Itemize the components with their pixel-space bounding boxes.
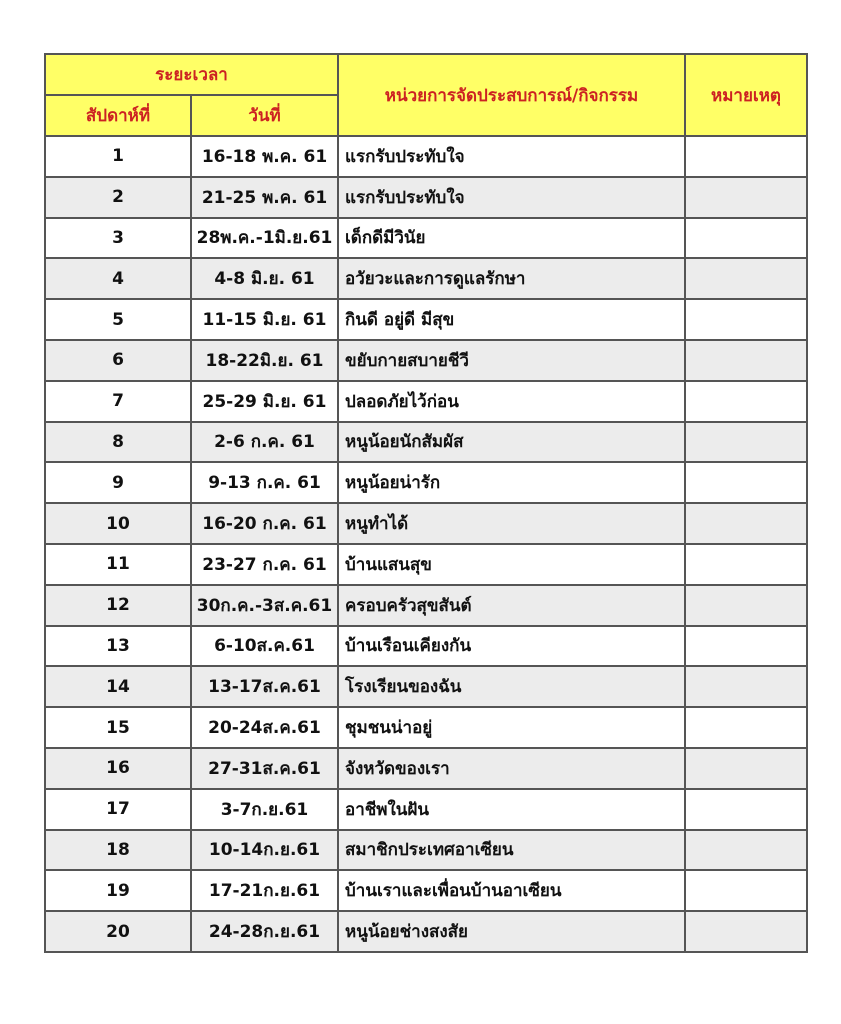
activity-cell: อาชีพในฝัน [338, 789, 685, 830]
week-cell: 3 [45, 218, 191, 259]
activity-cell: แรกรับประทับใจ [338, 177, 685, 218]
table-row [45, 911, 807, 952]
table-row [45, 585, 807, 626]
note-cell [685, 870, 807, 911]
table-row [45, 136, 807, 177]
week-cell: 13 [45, 626, 191, 667]
week-cell: 12 [45, 585, 191, 626]
activity-cell: หนูน้อยช่างสงสัย [338, 911, 685, 952]
table-row [45, 422, 807, 463]
date-cell: 13-17ส.ค.61 [191, 666, 338, 707]
week-cell: 11 [45, 544, 191, 585]
activity-cell: หนูทำได้ [338, 503, 685, 544]
table-row [45, 177, 807, 218]
note-cell [685, 544, 807, 585]
table-row [45, 707, 807, 748]
table-row [45, 544, 807, 585]
note-cell [685, 789, 807, 830]
header-note: หมายเหตุ [685, 54, 807, 136]
date-cell: 21-25 พ.ค. 61 [191, 177, 338, 218]
date-cell: 27-31ส.ค.61 [191, 748, 338, 789]
table-row [45, 299, 807, 340]
activity-cell: โรงเรียนของฉัน [338, 666, 685, 707]
note-cell [685, 218, 807, 259]
note-cell [685, 299, 807, 340]
activity-cell: ขยับกายสบายชีวี [338, 340, 685, 381]
activity-cell: ชุมชนน่าอยู่ [338, 707, 685, 748]
date-cell: 16-20 ก.ค. 61 [191, 503, 338, 544]
activity-cell: จังหวัดของเรา [338, 748, 685, 789]
activity-cell: แรกรับประทับใจ [338, 136, 685, 177]
week-cell: 7 [45, 381, 191, 422]
activity-cell: บ้านเราและเพื่อนบ้านอาเซียน [338, 870, 685, 911]
schedule-table [44, 53, 808, 953]
date-cell: 11-15 มิ.ย. 61 [191, 299, 338, 340]
date-cell: 23-27 ก.ค. 61 [191, 544, 338, 585]
week-cell: 18 [45, 830, 191, 871]
note-cell [685, 258, 807, 299]
table-row [45, 666, 807, 707]
activity-cell: หนูน้อยนักสัมผัส [338, 422, 685, 463]
week-cell: 10 [45, 503, 191, 544]
date-cell: 28พ.ค.-1มิ.ย.61 [191, 218, 338, 259]
note-cell [685, 422, 807, 463]
table-body [45, 136, 807, 952]
date-cell: 24-28ก.ย.61 [191, 911, 338, 952]
note-cell [685, 136, 807, 177]
table-row [45, 218, 807, 259]
date-cell: 2-6 ก.ค. 61 [191, 422, 338, 463]
week-cell: 6 [45, 340, 191, 381]
note-cell [685, 748, 807, 789]
activity-cell: ครอบครัวสุขสันต์ [338, 585, 685, 626]
header-period: ระยะเวลา [45, 54, 338, 95]
table-row [45, 340, 807, 381]
header-week: สัปดาห์ที่ [45, 95, 191, 136]
table-row [45, 830, 807, 871]
note-cell [685, 381, 807, 422]
note-cell [685, 626, 807, 667]
table-header [45, 54, 807, 136]
table-row [45, 870, 807, 911]
date-cell: 3-7ก.ย.61 [191, 789, 338, 830]
week-cell: 5 [45, 299, 191, 340]
activity-cell: เด็กดีมีวินัย [338, 218, 685, 259]
activity-cell: กินดี อยู่ดี มีสุข [338, 299, 685, 340]
note-cell [685, 911, 807, 952]
date-cell: 10-14ก.ย.61 [191, 830, 338, 871]
date-cell: 6-10ส.ค.61 [191, 626, 338, 667]
week-cell: 8 [45, 422, 191, 463]
note-cell [685, 177, 807, 218]
date-cell: 18-22มิ.ย. 61 [191, 340, 338, 381]
table-row [45, 789, 807, 830]
week-cell: 1 [45, 136, 191, 177]
note-cell [685, 503, 807, 544]
note-cell [685, 462, 807, 503]
table-row [45, 748, 807, 789]
header-unit: หน่วยการจัดประสบการณ์/กิจกรรม [338, 54, 685, 136]
week-cell: 15 [45, 707, 191, 748]
note-cell [685, 666, 807, 707]
note-cell [685, 585, 807, 626]
week-cell: 14 [45, 666, 191, 707]
activity-cell: อวัยวะและการดูแลรักษา [338, 258, 685, 299]
header-date: วันที่ [191, 95, 338, 136]
note-cell [685, 340, 807, 381]
week-cell: 9 [45, 462, 191, 503]
activity-cell: ปลอดภัยไว้ก่อน [338, 381, 685, 422]
activity-cell: หนูน้อยน่ารัก [338, 462, 685, 503]
activity-cell: บ้านเรือนเคียงกัน [338, 626, 685, 667]
date-cell: 30ก.ค.-3ส.ค.61 [191, 585, 338, 626]
week-cell: 19 [45, 870, 191, 911]
note-cell [685, 707, 807, 748]
activity-cell: บ้านแสนสุข [338, 544, 685, 585]
activity-cell: สมาชิกประเทศอาเซียน [338, 830, 685, 871]
date-cell: 4-8 มิ.ย. 61 [191, 258, 338, 299]
note-cell [685, 830, 807, 871]
table-row [45, 503, 807, 544]
week-cell: 2 [45, 177, 191, 218]
date-cell: 25-29 มิ.ย. 61 [191, 381, 338, 422]
date-cell: 17-21ก.ย.61 [191, 870, 338, 911]
date-cell: 9-13 ก.ค. 61 [191, 462, 338, 503]
table-row [45, 381, 807, 422]
week-cell: 20 [45, 911, 191, 952]
table-row [45, 258, 807, 299]
date-cell: 16-18 พ.ค. 61 [191, 136, 338, 177]
date-cell: 20-24ส.ค.61 [191, 707, 338, 748]
week-cell: 17 [45, 789, 191, 830]
week-cell: 16 [45, 748, 191, 789]
table-row [45, 626, 807, 667]
week-cell: 4 [45, 258, 191, 299]
table-row [45, 462, 807, 503]
